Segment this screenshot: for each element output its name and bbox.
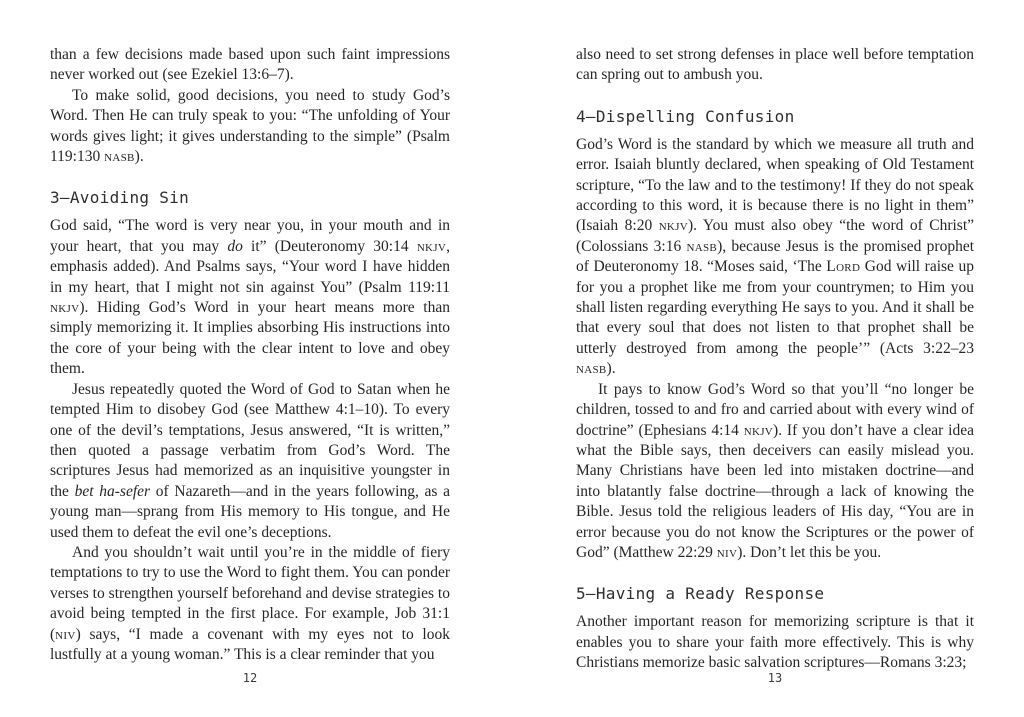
small-caps-run: nkjv [50,299,80,317]
small-caps-run: nkjv [658,217,688,235]
section-heading: 4–Dispelling Confusion [576,106,795,126]
small-caps-run: niv [55,625,76,643]
small-caps-run: Lord [826,258,861,276]
page-right [576,0,974,717]
text-run: ). If you don’t have a clear idea what the Bible says, then deceivers can easily mislead you. Many Christians have been led into mistaken doctrine—and into blatantly false doctrine—through a lack of knowing the Bible. Jesus told the religious leaders of His day, “You are in error because you do not know the Scriptures or the power of God” (Matthew 22:29 [576,421,974,561]
small-caps-run: niv [716,543,738,561]
text-run: ). [134,148,144,166]
small-caps-run: nkjv [743,421,774,439]
paragraph [50,543,450,665]
text-run: Jesus repeatedly quoted the Word of God to Satan when he tempted Him to disobey God (see Matthew 4:1–10). To every one of the devil’s temptations, Jesus answered, “It is written,” then quoted a passage verbatim from God’s Word. The scriptures Jesus had memorized as an inquisitive youngster in the [50,380,450,500]
text-run: ). [606,360,616,378]
page-number-right: 13 [767,671,783,685]
page-right-body [576,45,974,674]
italic-run: bet ha-sefer [74,482,151,500]
small-caps-run: nkjv [416,237,447,255]
text-run: of Nazareth—and in the years following, as a young man—sprang from His memory to His tongue, and He used them to defeat the evil one’s deceptions. [50,482,451,541]
text-run: also need to set strong defenses in place well before temptation can spring out to ambush you. [576,46,974,84]
text-run: God will raise up for you a prophet like me from your countrymen; to Him you shall listen regarding everything He says to you. And it shall be that every soul that does not listen to that prophet shall be utterly destroyed from among the people’” (Acts 3:22–23 [576,258,974,357]
section-heading: 3–Avoiding Sin [50,188,190,208]
small-caps-run: nasb [576,360,607,378]
text-run: ). You must also obey “the word of Christ” (Colossians 3:16 [576,217,975,255]
text-run: And you shouldn’t wait until you’re in the middle of fiery temptations to try to use the Word to fight them. You can ponder verses to strengthen yourself beforehand and devise strategies to avoid being tempted in the first place. For example, Job 31:1 ( [50,543,450,643]
italic-run: do [227,237,243,255]
paragraph [576,380,974,564]
paragraph [50,86,450,168]
text-run: It pays to know God’s Word so that you’ll “no longer be children, tossed to and fro and carried about with every wind of doctrine” (Ephesians 4:14 [576,380,974,439]
page-left [50,0,450,717]
paragraph [576,135,974,380]
page-left-body [50,45,450,665]
text-run: than a few decisions made based upon such faint impressions never worked out (see Ezekiel 13:6–7). [50,46,450,84]
text-run: God said, “The word is very near you, in your mouth and in your heart, that you may [50,217,450,255]
small-caps-run: nasb [104,148,135,166]
text-run: , emphasis added). And Psalms says, “Your word I have hidden in my heart, that I might not sin against You” (Psalm 119:11 [50,237,450,296]
text-run: it” (Deuteronomy 30:14 [242,237,417,255]
paragraph [50,380,450,543]
text-run: ) says, “I made a covenant with my eyes not to look lustfully at a young woman.” This is a clear reminder that you [50,625,450,663]
text-run: ). Don’t let this be you. [737,543,882,561]
paragraph [576,612,974,673]
text-run: ). Hiding God’s Word in your heart means more than simply memorizing it. It implies absorbing His instructions into the core of your being with the clear intent to love and obey them. [50,299,450,378]
small-caps-run: nasb [686,237,718,255]
text-run: Another important reason for memorizing scripture is that it enables you to share your faith more effectively. This is why Christians memorize basic salvation scriptures—Romans 3:23; [576,613,974,672]
paragraph [50,45,450,86]
text-run: God’s Word is the standard by which we measure all truth and error. Isaiah bluntly declared, when speaking of Old Testament scripture, “To the law and to the testimony! If they do not speak according to this word, it is because there is no light in them” (Isaiah 8:20 [576,135,974,235]
section-heading: 5–Having a Ready Response [576,584,825,604]
text-run: ), because Jesus is the promised prophet of Deuteronomy 18. “Moses said, ‘The [576,237,974,276]
paragraph [576,45,974,86]
paragraph [50,216,450,379]
page-number-left: 12 [242,671,258,685]
text-run: To make solid, good decisions, you need to study God’s Word. Then He can truly speak to you: “The unfolding of Your words gives light; it gives understanding to the simple” (Psalm 119:130 [50,86,450,166]
